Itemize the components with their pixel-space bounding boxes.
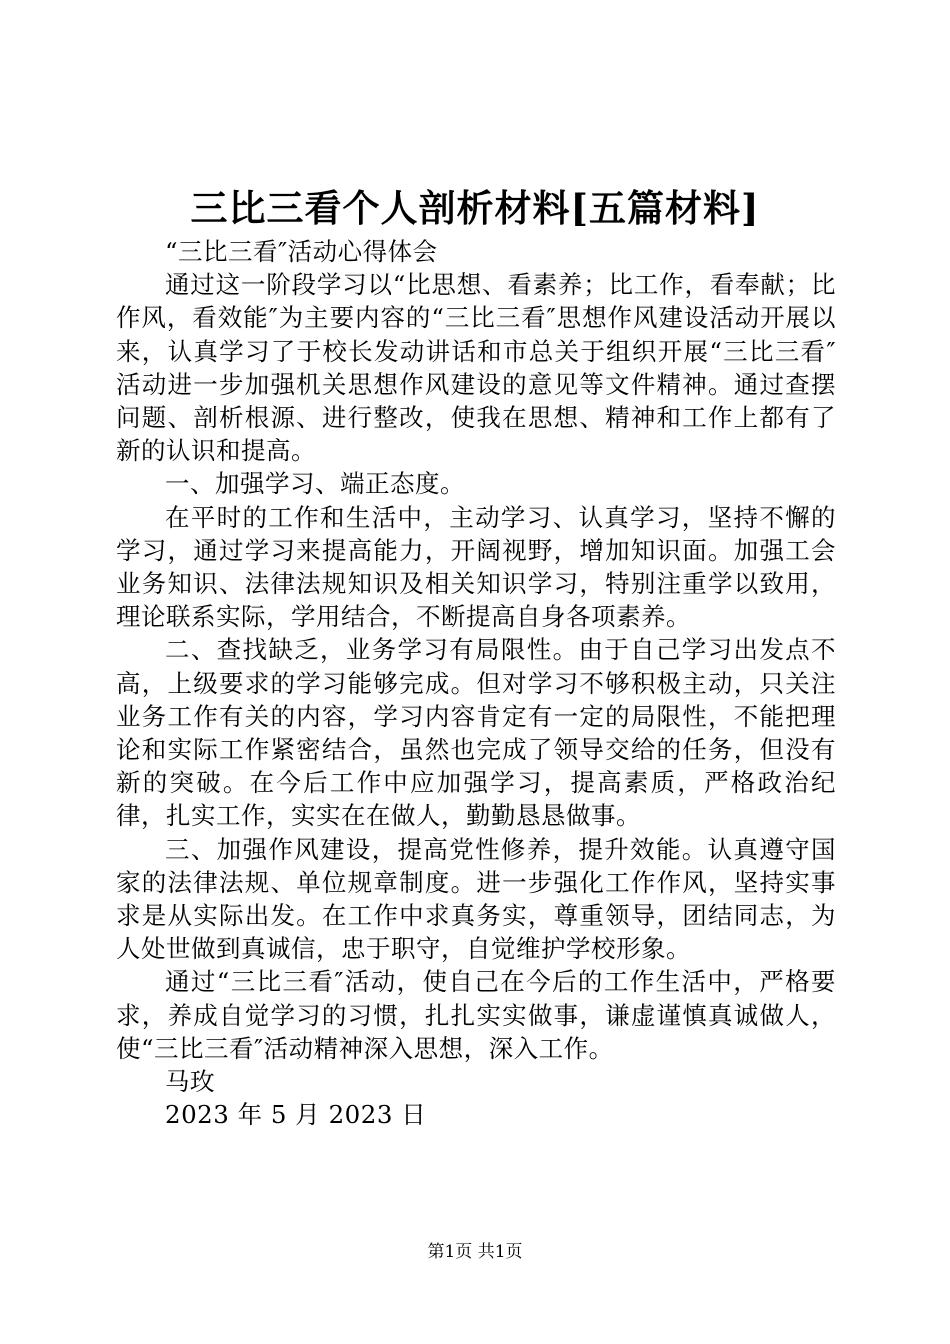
heading-section-1: 一、加强学习、端正态度。 <box>165 469 465 499</box>
paragraph-section-3: 三、加强作风建设，提高党性修养，提升效能。认真遵守国家的法律法规、单位规章制度。进一步强化工作作风，坚持实事求是从实际出发。在工作中求真务实，尊重领导，团结同志，为人处世做到真诚信，忠于职守，自觉维护学校形象。 <box>116 834 836 964</box>
page-number-footer: 第1页 共1页 <box>427 1242 523 1262</box>
document-title: 三比三看个人剖析材料[五篇材料] <box>190 186 760 230</box>
paragraph-section-2: 二、查找缺乏，业务学习有局限性。由于自己学习出发点不高，上级要求的学习能够完成。但对学习不够积极主动，只关注业务工作有关的内容，学习内容肯定有一定的局限性，不能把理论和实际工作紧密结合，虽然也完成了领导交给的任务，但没有新的突破。在今后工作中应加强学习，提高素质，严格政治纪律，扎实工作，实实在在做人，勤勤恳恳做事。 <box>116 635 836 831</box>
document-body <box>116 235 836 1131</box>
paragraph-conclusion: 通过“三比三看″活动，使自己在今后的工作生活中，严格要求，养成自觉学习的习惯，扎扎实实做事，谦虚谨慎真诚做人，使“三比三看″活动精神深入思想，深入工作。 <box>116 967 836 1063</box>
subtitle: “三比三看″活动心得体会 <box>165 237 438 266</box>
author-name: 马玫 <box>165 1067 215 1097</box>
document-date: 2023 年 5 月 2023 日 <box>165 1100 427 1130</box>
paragraph-intro: 通过这一阶段学习以“比思想、看素养；比工作，看奉献；比作风，看效能″为主要内容的“三比三看″思想作风建设活动开展以来，认真学习了于校长发动讲话和市总关于组织开展“三比三看″活动进一步加强机关思想作风建设的意见等文件精神。通过查摆问题、剖析根源、进行整改，使我在思想、精神和工作上都有了新的认识和提高。 <box>116 270 836 466</box>
paragraph-section-1: 在平时的工作和生活中，主动学习、认真学习，坚持不懈的学习，通过学习来提高能力，开阔视野，增加知识面。加强工会业务知识、法律法规知识及相关知识学习，特别注重学以致用，理论联系实际，学用结合，不断提高自身各项素养。 <box>116 502 836 632</box>
